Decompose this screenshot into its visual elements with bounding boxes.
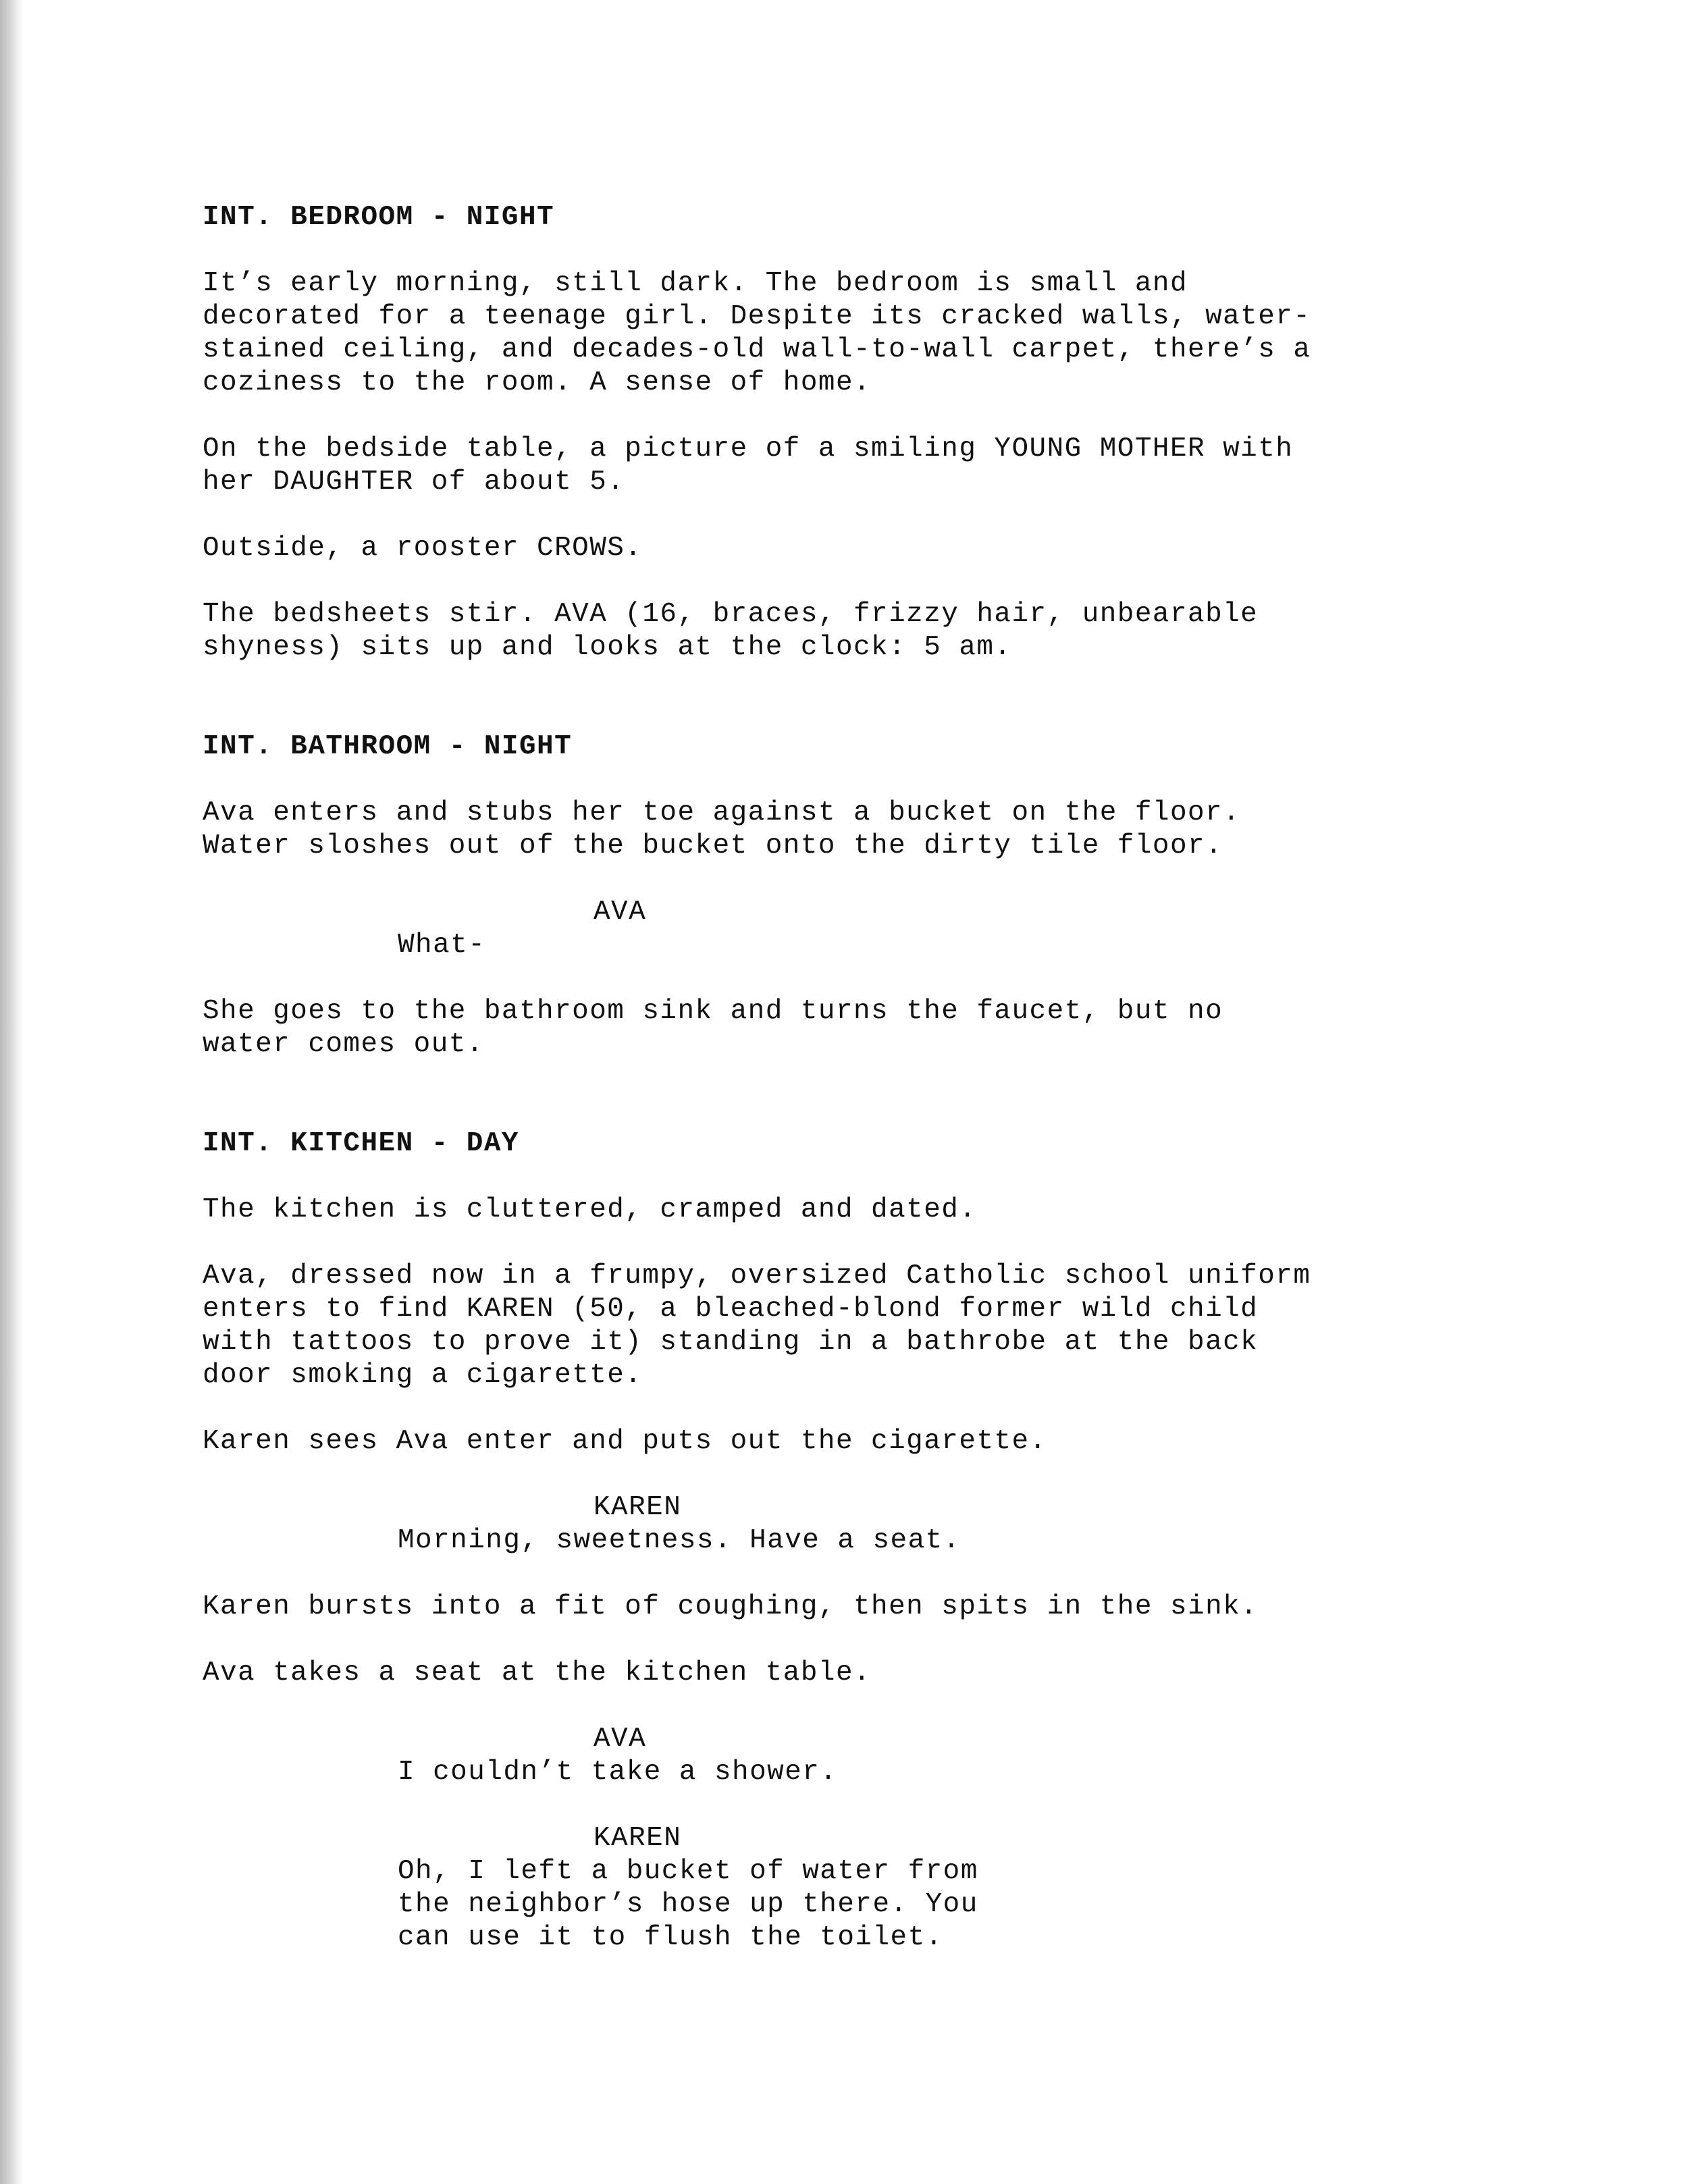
action-line: On the bedside table, a picture of a smiling YOUNG MOTHER with	[203, 433, 1294, 464]
action-line: It’s early morning, still dark. The bedroom is small and	[203, 268, 1188, 299]
dialogue-line: What-	[398, 930, 486, 961]
action-line: Karen bursts into a fit of coughing, then spits in the sink.	[203, 1591, 1259, 1622]
action-line: with tattoos to prove it) standing in a bathrobe at the back	[203, 1327, 1259, 1358]
action-line: Ava takes a seat at the kitchen table.	[203, 1657, 872, 1688]
character-name: KAREN	[594, 1492, 682, 1523]
screenplay-page	[203, 201, 1526, 1954]
dialogue-line: the neighbor’s hose up there. You	[398, 1889, 978, 1920]
action-line: She goes to the bathroom sink and turns the faucet, but no	[203, 996, 1223, 1027]
scene-heading: INT. BEDROOM - NIGHT	[203, 202, 555, 233]
action-line: shyness) sits up and looks at the clock: 5 am.	[203, 632, 1012, 663]
action-line: door smoking a cigarette.	[203, 1360, 643, 1391]
action-line: Outside, a rooster CROWS.	[203, 533, 643, 564]
action-line: stained ceiling, and decades-old wall-to-wall carpet, there’s a	[203, 334, 1311, 365]
page-edge-shadow	[0, 0, 23, 2184]
dialogue-line: can use it to flush the toilet.	[398, 1922, 943, 1953]
action-line: water comes out.	[203, 1029, 484, 1060]
scene-heading: INT. KITCHEN - DAY	[203, 1128, 519, 1159]
action-line: The kitchen is cluttered, cramped and dated.	[203, 1194, 977, 1225]
action-line: The bedsheets stir. AVA (16, braces, frizzy hair, unbearable	[203, 599, 1259, 630]
character-name: AVA	[594, 1724, 647, 1755]
action-line: Water sloshes out of the bucket onto the dirty tile floor.	[203, 830, 1223, 861]
action-line: Karen sees Ava enter and puts out the cigarette.	[203, 1426, 1047, 1457]
dialogue-line: I couldn’t take a shower.	[398, 1757, 838, 1788]
character-name: AVA	[594, 897, 647, 928]
character-name: KAREN	[594, 1823, 682, 1854]
action-line: her DAUGHTER of about 5.	[203, 467, 625, 498]
dialogue-line: Oh, I left a bucket of water from	[398, 1856, 978, 1887]
dialogue-line: Morning, sweetness. Have a seat.	[398, 1525, 961, 1556]
action-line: coziness to the room. A sense of home.	[203, 367, 872, 398]
scene-heading: INT. BATHROOM - NIGHT	[203, 731, 573, 762]
action-line: enters to find KAREN (50, a bleached-blond former wild child	[203, 1294, 1259, 1325]
action-line: decorated for a teenage girl. Despite its cracked walls, water-	[203, 301, 1311, 332]
action-line: Ava enters and stubs her toe against a bucket on the floor.	[203, 797, 1241, 828]
action-line: Ava, dressed now in a frumpy, oversized Catholic school uniform	[203, 1260, 1311, 1291]
